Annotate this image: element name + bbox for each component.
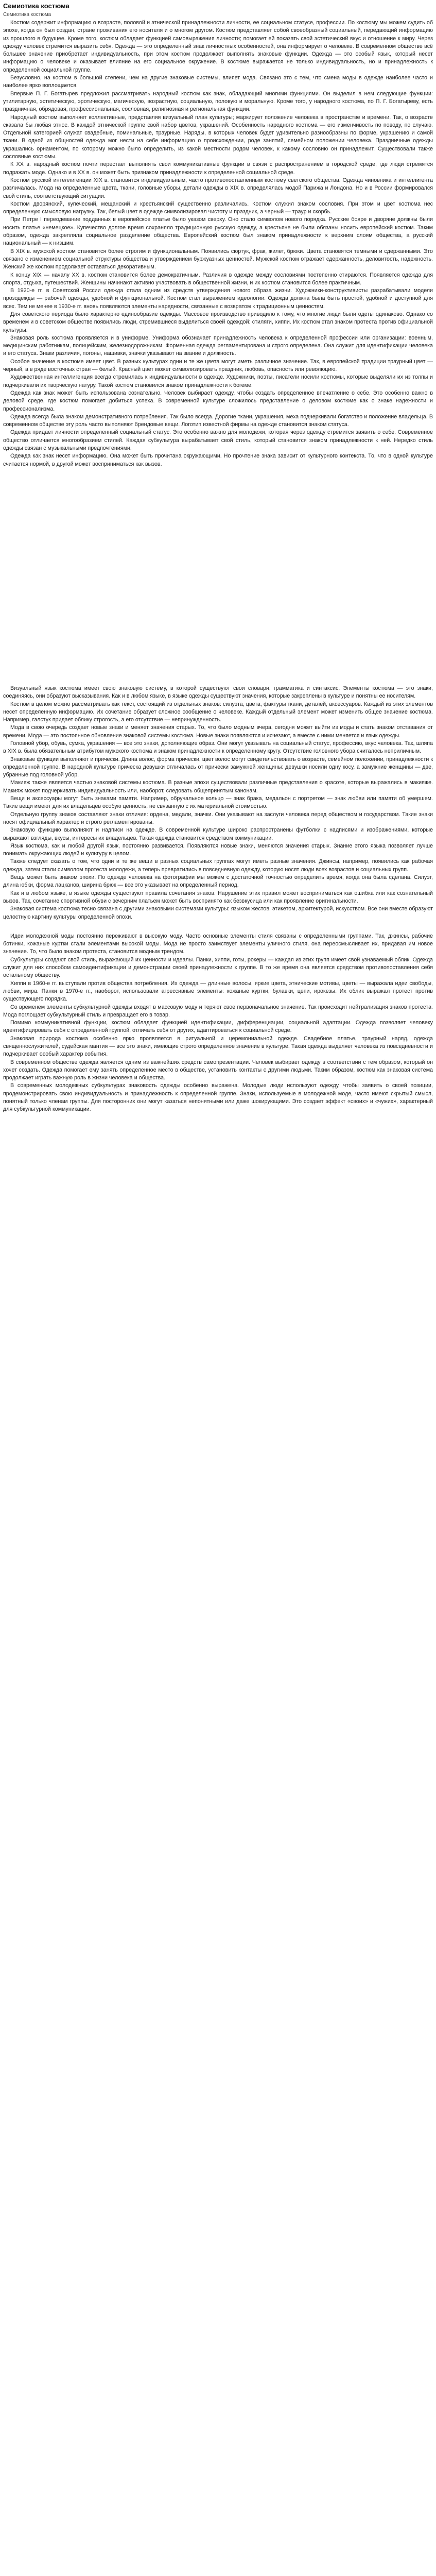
paragraph: Знаковая роль костюма проявляется и в униформе. Униформа обозначает принадлежность человека к определенной профессии или организации: военным, медицинским работникам, полицейским, железнодорожникам. Форменная одежда регламентирована и строго определена. Она служит для идентификации человека и его статуса. Знаки различия, погоны, нашивки, значки указывают на звание и должность. xyxy=(3,334,433,357)
section-spacer xyxy=(3,921,433,933)
paragraph: Макияж также является частью знаковой системы костюма. В разные эпохи существовали различные представления о красоте, которые выражались в макияже. Макияж может подчеркивать индивидуальность или, наоборот, следовать общепринятым канонам. xyxy=(3,779,433,794)
document-subtitle: Семиотика костюма xyxy=(3,12,51,18)
paragraph: Вещь может быть знаком эпохи. По одежде человека на фотографии мы можем с достаточной точностью определить время, когда она была сделана. Силуэт, длина юбки, форма лацканов, ширина брюк — все это указывает на определенный период. xyxy=(3,874,433,889)
paragraph: Одежда всегда была знаком демонстративного потребления. Так было всегда. Дорогие ткани, украшения, меха подчеркивали богатство и положение владельца. В современном обществе эту роль часто выполняют брендовые вещи. Логотип известной фирмы на одежде становится знаком статуса. xyxy=(3,413,433,428)
paragraph: Костюм содержит информацию о возрасте, половой и этнической принадлежности личности, ее социальном статусе, профессии. По костюму мы можем судить об эпохе, когда он был создан, стране проживания его носителя и о многом другом. Костюм представляет собой своеобразный социальный, передающий информацию из прошлого в будущее. Кроме того, костюм обладает функцией самовыражения личности; помогает ей показать свой эстетический вкус и отношение к миру. Через одежду человек стремится выразить себя. Одежда — это определенный знак личностных особенностей, она информирует о человеке. В современном обществе всё большее значение приобретает индивидуальность, при этом костюм продолжает выполнять знаковые функции. Одежда — это особый язык, который несет информацию о человеке и оказывает влияние на его социальное окружение. В костюме выражается не только индивидуальность, но и принадлежность к определенной социальной группе. xyxy=(3,20,433,73)
paragraph: Одежда придает личности определенный социальный статус. Это особенно важно для молодежи, которая через одежду стремится заявить о себе. Современное общество отличается многообразием стилей. Каждая субкультура вырабатывает свой стиль, который становится знаком принадлежности к ней. Нередко стиль одежды связан с музыкальными предпочтениями. xyxy=(3,429,433,452)
section-2 xyxy=(3,685,433,921)
paragraph: Вещи и аксессуары могут быть знаками памяти. Например, обручальное кольцо — знак брака, медальон с портретом — знак любви или памяти об умершем. Такие вещи имеют для их владельцев особую ценность, не связанную с их материальной стоимостью. xyxy=(3,795,433,810)
paragraph: Также следует сказать о том, что одни и те же вещи в разных социальных группах могут иметь разные значения. Джинсы, например, появились как рабочая одежда, затем стали символом протеста молодежи, а теперь превратились в повседневную одежду, которую носят люди всех возрастов и социальных групп. xyxy=(3,858,433,873)
paragraph: Визуальный язык костюма имеет свою знаковую систему, в которой существуют свои словари, грамматика и синтаксис. Элементы костюма — это знаки, соединяясь, они образуют высказывания. Как и в любом языке, в языке одежды существуют значения, которые закреплены в культуре и понятны ее носителям. xyxy=(3,685,433,700)
paragraph: Субкультуры создают свой стиль, выражающий их ценности и идеалы. Панки, хиппи, готы, рокеры — каждая из этих групп имеет свой узнаваемый облик. Одежда служит для них способом самоидентификации и демонстрации своей принадлежности к группе. В то же время она является средством противопоставления себя остальному обществу. xyxy=(3,956,433,979)
paragraph: К XX в. народный костюм почти перестает выполнять свои коммуникативные функции в связи с распространением в городской среде, где люди стремятся подражать моде. Однако и в XX в. он может быть признаком принадлежности к определенной социальной среде. xyxy=(3,161,433,176)
paragraph: Особое значение в костюме имеет цвет. В разных культурах одни и те же цвета могут иметь различное значение. Так, в европейской традиции траурный цвет — черный, а в ряде восточных стран — белый. Красный цвет может символизировать праздник, любовь, опасность или революцию. xyxy=(3,358,433,373)
paragraph: Язык костюма, как и любой другой язык, постоянно развивается. Появляются новые знаки, меняются значения старых. Знание этого языка позволяет лучше понимать окружающих людей и культуру в целом. xyxy=(3,842,433,857)
paragraph: В современном обществе одежда является одним из важнейших средств самопрезентации. Человек выбирает одежду в соответствии с тем образом, который он хочет создать. Одежда помогает ему занять определенное место в обществе, установить контакты с другими людьми. Таким образом, костюм как знаковая система продолжает играть важную роль в жизни человека и общества. xyxy=(3,1059,433,1081)
paragraph: К концу XIX — началу XX в. костюм становится более демократичным. Различия в одежде между сословиями постепенно стираются. Появляется одежда для спорта, отдыха, путешествий. Женщины начинают активно участвовать в общественной жизни, и их костюм становится более практичным. xyxy=(3,272,433,286)
paragraph: Безусловно, на костюм в большой степени, чем на другие знаковые системы, влияет мода. Связано это с тем, что смена моды в одежде наиболее часто и наиболее ярко воплощается. xyxy=(3,75,433,89)
paragraph: Со временем элементы субкультурной одежды входят в массовую моду и теряют свое первоначальное значение. Так происходит нейтрализация знаков протеста. Мода поглощает субкультурный стиль и превращает его в товар. xyxy=(3,1004,433,1018)
paragraph: Знаковая система костюма тесно связана с другими знаковыми системами культуры: языком жестов, этикетом, архитектурой, искусством. Все они вместе образуют целостную картину культуры определенной эпохи. xyxy=(3,906,433,920)
paragraph: Одежда как знак несет информацию. Она может быть прочитана окружающими. Но прочтение знака зависит от культурного контекста. То, что в одной культуре считается нормой, в другой может восприниматься как вызов. xyxy=(3,453,433,467)
paragraph: Впервые П. Г. Богатырев предложил рассматривать народный костюм как знак, обладающий многими функциями. Он выделил в нем следующие функции: утилитарную, эстетическую, эротическую, магическую, возрастную, социальную, половую и моральную. Кроме того, у народного костюма, по П. Г. Богатыреву, есть праздничная, обрядовая, профессиональная, сословная, религиозная и региональная функции. xyxy=(3,90,433,113)
paragraph: Для советского периода было характерно единообразие одежды. Массовое производство приводило к тому, что многие люди были одеты одинаково. Однако со временем и в советском обществе появились люди, стремившиеся выделиться своей одеждой: стиляги, хиппи. Их костюм стал знаком протеста против официальной культуры. xyxy=(3,311,433,333)
paragraph: В 1920-е гг. в Советской России одежда стала одним из средств утверждения нового образа жизни. Художники-конструктивисты разрабатывали модели прозодежды — рабочей одежды, удобной и функциональной. Костюм стал выражением идеологии. Одежда должна была быть простой, удобной и доступной для всех. Тем не менее в 1930-е гг. вновь появляются элементы нарядности, связанные с возвратом к традиционным ценностям. xyxy=(3,287,433,310)
paragraph: Помимо коммуникативной функции, костюм обладает функцией идентификации, дифференциации, социальной адаптации. Одежда позволяет человеку идентифицировать себя с определенной группой, отличать себя от других, адаптироваться к социальной среде. xyxy=(3,1020,433,1034)
paragraph: Отдельную группу знаков составляют знаки отличия: ордена, медали, значки. Они указывают на заслуги человека перед обществом и государством. Такие знаки носят официальный характер и строго регламентированы. xyxy=(3,811,433,825)
paragraph: При Петре I переодевание подданных в европейское платье было указом сверху. Оно стало символом нового порядка. Русские бояре и дворяне должны были носить платье «немецкое». Купечество долгое время сохраняло традиционную русскую одежду, а крестьяне не были обязаны носить европейский костюм. Таким образом, одежда закрепляла социальное разделение общества. Европейский костюм был знаком принадлежности к верхним слоям общества, а русский национальный — к низшим. xyxy=(3,216,433,247)
paragraph: Мода в свою очередь создает новые знаки и меняет значения старых. То, что было модным вчера, сегодня может выйти из моды и стать знаком отставания от времени. Мода — это постоянное обновление знаковой системы костюма. Новые знаки появляются и исчезают, а вместе с ними меняется и язык одежды. xyxy=(3,724,433,739)
document-page xyxy=(0,2,436,1114)
paragraph: Костюм дворянский, купеческий, мещанский и крестьянский существенно различались. Костюм служил знаком сословия. При этом и цвет костюма нес определенную смысловую нагрузку. Так, белый цвет в одежде символизировал чистоту и праздник, а черный — траур и скорбь. xyxy=(3,200,433,215)
paragraph: Идеи молодежной моды постоянно переживают в высокую моду. Часто основные элементы стиля связаны с определенными группами. Так, джинсы, рабочие ботинки, кожаные куртки стали элементами высокой моды. Мода не просто заимствует элементы уличного стиля, она переосмысливает их, придавая им новое значение. То, что было знаком протеста, становится модным трендом. xyxy=(3,933,433,955)
paragraph: Знаковую функцию выполняют и надписи на одежде. В современной культуре широко распространены футболки с надписями и изображениями, которые выражают взгляды, вкусы, интересы их владельцев. Такая одежда становится средством коммуникации. xyxy=(3,827,433,841)
section-spacer xyxy=(3,468,433,685)
paragraph: Одежда как знак может быть использована сознательно. Человек выбирает одежду, чтобы создать определенное впечатление о себе. Это особенно важно в деловой среде, где костюм помогает добиться успеха. В современной культуре сложилось представление о деловом костюме как о знаке надежности и профессионализма. xyxy=(3,389,433,412)
paragraph: В современных молодежных субкультурах знаковость одежды особенно выражена. Молодые люди используют одежду, чтобы заявить о своей позиции, продемонстрировать свою индивидуальность и принадлежность к определенной группе. Знаки, используемые в молодежной моде, часто имеют скрытый смысл, понятный только членам группы. Для посторонних они могут казаться непонятными или даже шокирующими. Это создает эффект «своих» и «чужих», характерный для субкультурной коммуникации. xyxy=(3,1082,433,1113)
paragraph: Костюм русской интеллигенции XIX в. становится индивидуальным, часто противопоставленным костюму светского общества. Одежда чиновника и интеллигента различалась. Мода на определенные цвета, ткани, головные уборы, детали одежды в XIX в. определялась модой Парижа и Лондона. Но и в России формировался свой стиль, соответствующий ситуации. xyxy=(3,177,433,199)
paragraph: Хиппи в 1960-е гг. выступали против общества потребления. Их одежда — длинные волосы, яркие цвета, этнические мотивы, цветы — выражала идеи свободы, любви, мира. Панки в 1970-е гг., наоборот, использовали агрессивные элементы: кожаные куртки, булавки, цепи, ирокезы. Их облик выражал протест против существующего порядка. xyxy=(3,980,433,1003)
paragraph: Костюм в целом можно рассматривать как текст, состоящий из отдельных знаков: силуэта, цвета, фактуры ткани, деталей, аксессуаров. Каждый из этих элементов несет определенную информацию. Их сочетание образует сложное сообщение о человеке. Каждый отдельный элемент может изменить общее значение костюма. Например, галстук придает облику строгость, а его отсутствие — непринужденность. xyxy=(3,701,433,723)
document-title: Семиотика костюма xyxy=(3,2,69,10)
section-3 xyxy=(3,933,433,1114)
section-1 xyxy=(3,19,433,468)
paragraph: Головной убор, обувь, сумка, украшения — все это знаки, дополняющие образ. Они могут указывать на социальный статус, профессию, вкус человека. Так, шляпа в XIX в. была обязательным атрибутом мужского костюма и знаком принадлежности к определенному кругу. Отсутствие головного убора считалось неприличным. xyxy=(3,740,433,755)
paragraph: Народный костюм выполняет коллективные, представляя визуальный план культуры; маркирует положение человека в пространстве и времени. Так, о возрасте сказала бы любая этнос. В каждой этнической группе свой набор цветов, украшений. Особенность народного костюма — его изменчивость по поводу, по случаю. Отдельной категорией служат свадебные, поминальные, траурные. Наряды, в которых человек будет удивительно разнообразны по форме, украшению и самой ткани. В одной из общностей одежда мог нести на себе информацию о происхождении, роде занятий, семейном положении человека. Праздничные одежды украшались орнаментом, по которому можно было определить, из какой местности родом человек, к какому сословию он принадлежит. Существовали также сословные костюмы. xyxy=(3,114,433,160)
paragraph: В XIX в. мужской костюм становится более строгим и функциональным. Появились сюртук, фрак, жилет, брюки. Цвета становятся темными и сдержанными. Это связано с изменением социальной структуры общества и утверждением буржуазных ценностей. Мужской костюм отражает сдержанность, деловитость, надежность. Женский же костюм продолжает оставаться декоративным. xyxy=(3,248,433,270)
paragraph: Художественная интеллигенция всегда стремилась к индивидуальности в одежде. Художники, поэты, писатели носили костюмы, которые выделяли их из толпы и подчеркивали их творческую натуру. Такой костюм становился знаком принадлежности к богеме. xyxy=(3,374,433,388)
paragraph: Как и в любом языке, в языке одежды существуют правила сочетания знаков. Нарушение этих правил может восприниматься как ошибка или как сознательный вызов. Так, сочетание спортивной обуви с вечерним платьем может быть воспринято как безвкусица или как проявление оригинальности. xyxy=(3,890,433,904)
paragraph: Знаковая природа костюма особенно ярко проявляется в ритуальной и церемониальной одежде. Свадебное платье, траурный наряд, одежда священнослужителей, судейская мантия — все это знаки, имеющие строго определенное значение в культуре. Такая одежда выделяет человека из повседневности и подчеркивает особый характер события. xyxy=(3,1035,433,1058)
paragraph: Знаковые функции выполняют и прически. Длина волос, форма прически, цвет волос могут свидетельствовать о возрасте, семейном положении, принадлежности к определенной группе. В народной культуре прическа девушки отличалась от прически замужней женщины: девушки носили одну косу, а замужние женщины — две, убранные под головной убор. xyxy=(3,756,433,778)
